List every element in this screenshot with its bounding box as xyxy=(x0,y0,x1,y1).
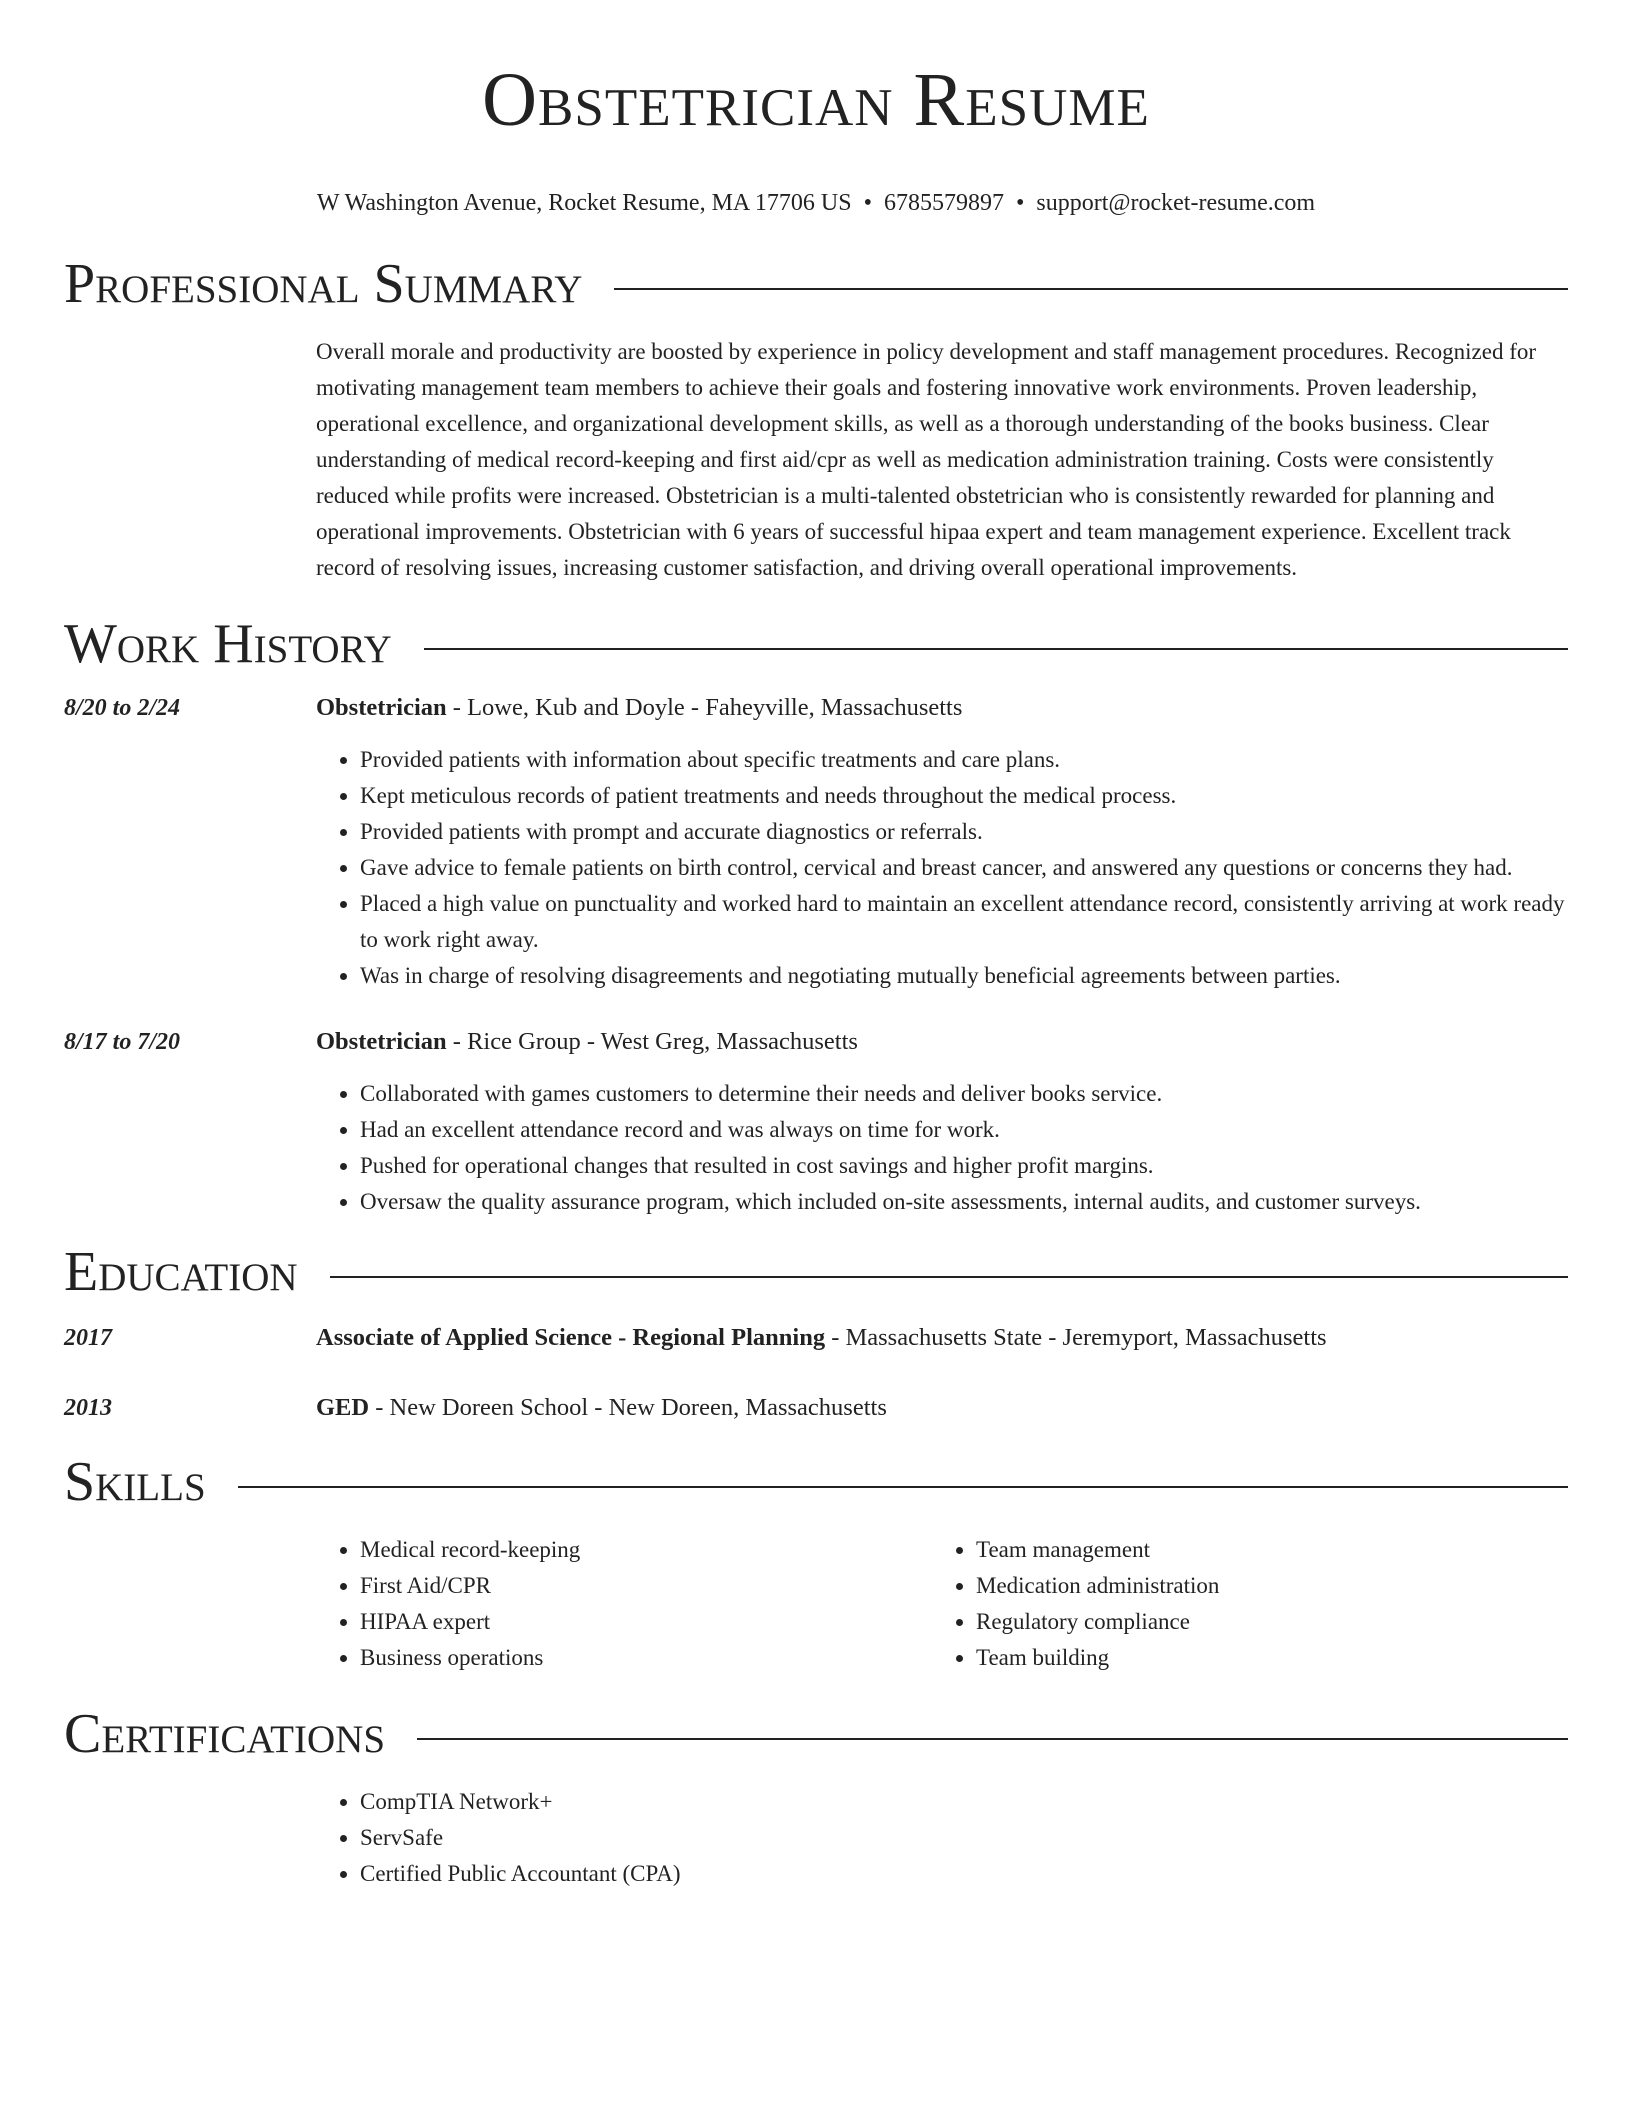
resume-title: Obstetrician Resume xyxy=(482,58,1150,142)
list-item: • Medication administration xyxy=(976,1568,1548,1604)
list-item: • Oversaw the quality assurance program, which included on-site assessments, internal audits, and customer surveys. xyxy=(360,1184,1568,1220)
education-section-header xyxy=(64,1240,1568,1303)
certifications-heading: Certifications xyxy=(64,1702,386,1765)
list-item: • First Aid/CPR xyxy=(360,1568,932,1604)
skills-heading: Skills xyxy=(64,1450,206,1513)
section-divider xyxy=(614,288,1568,290)
job-role: Obstetrician xyxy=(316,1027,447,1055)
education-entry xyxy=(64,1320,1568,1356)
certifications-list xyxy=(316,1784,1568,1892)
skills-column-left xyxy=(316,1532,932,1676)
section-divider xyxy=(330,1276,1568,1278)
list-item: • Placed a high value on punctuality and worked hard to maintain an excellent attendance record, consistently arriving at work ready to work right away. xyxy=(360,886,1568,958)
job-details: - Lowe, Kub and Doyle - Faheyville, Massachusetts xyxy=(446,693,963,721)
contact-separator: • xyxy=(863,189,872,216)
contact-line xyxy=(64,189,1568,218)
list-item: • Medical record-keeping xyxy=(360,1532,932,1568)
education-degree: GED xyxy=(316,1393,370,1421)
list-item: • Provided patients with information about specific treatments and care plans. xyxy=(360,742,1568,778)
list-item: • Business operations xyxy=(360,1640,932,1676)
education-year: 2017 xyxy=(64,1324,112,1351)
summary-text: Overall morale and productivity are boosted by experience in policy development and staff management procedures. Recognized for motivating management team members to achieve their goals and fostering innovative work environments. Proven leadership, operational excellence, and organizational development skills, as well as a thorough understanding of the books business. Clear understanding of medical record-keeping and first aid/cpr as well as medication administration training. Costs were consistently reduced while profits were increased. Obstetrician is a multi-talented obstetrician who is consistently rewarded for planning and operational improvements. Obstetrician with 6 years of successful hipaa expert and team management experience. Excellent track record of resolving issues, increasing customer satisfaction, and driving overall operational improvements. xyxy=(316,338,1537,580)
contact-address: W Washington Avenue, Rocket Resume, MA 17706 US xyxy=(316,189,852,216)
contact-email: support@rocket-resume.com xyxy=(1036,189,1316,216)
list-item: • Kept meticulous records of patient treatments and needs throughout the medical process. xyxy=(360,778,1568,814)
education-degree: Associate of Applied Science - Regional Planning xyxy=(316,1323,826,1351)
education-entry xyxy=(64,1390,1568,1426)
skills-column-right xyxy=(932,1532,1548,1676)
summary-section-header xyxy=(64,252,1568,315)
list-item: • Team management xyxy=(976,1532,1548,1568)
list-item: • Certified Public Accountant (CPA) xyxy=(360,1856,1568,1892)
list-item: • Had an excellent attendance record and was always on time for work. xyxy=(360,1112,1568,1148)
list-item: • Pushed for operational changes that resulted in cost savings and higher profit margins. xyxy=(360,1148,1568,1184)
job-title-line xyxy=(316,690,1568,726)
job-bullet-list xyxy=(316,1076,1568,1220)
job-bullet-list xyxy=(316,742,1568,994)
job-dates: 8/17 to 7/20 xyxy=(64,1028,181,1055)
list-item: • Regulatory compliance xyxy=(976,1604,1548,1640)
job-dates: 8/20 to 2/24 xyxy=(64,694,181,721)
resume-page xyxy=(64,0,1568,1892)
list-item: • Team building xyxy=(976,1640,1548,1676)
education-line xyxy=(316,1320,1568,1356)
job-title-line xyxy=(316,1024,1568,1060)
list-item: • Collaborated with games customers to determine their needs and deliver books service. xyxy=(360,1076,1568,1112)
list-item: • CompTIA Network+ xyxy=(360,1784,1568,1820)
list-item: • ServSafe xyxy=(360,1820,1568,1856)
education-year: 2013 xyxy=(64,1394,112,1421)
skills-list xyxy=(316,1532,1568,1676)
education-details: - New Doreen School - New Doreen, Massachusetts xyxy=(369,1393,887,1421)
certifications-section-header xyxy=(64,1702,1568,1765)
job-role: Obstetrician xyxy=(316,693,447,721)
job-details: - Rice Group - West Greg, Massachusetts xyxy=(446,1027,858,1055)
job-entry xyxy=(64,690,1568,994)
contact-separator: • xyxy=(1016,189,1025,216)
work-section-header xyxy=(64,612,1568,675)
list-item: • Provided patients with prompt and accurate diagnostics or referrals. xyxy=(360,814,1568,850)
list-item: • Gave advice to female patients on birth control, cervical and breast cancer, and answered any questions or concerns they had. xyxy=(360,850,1568,886)
section-divider xyxy=(424,648,1568,650)
section-divider xyxy=(417,1738,1568,1740)
education-line xyxy=(316,1390,1568,1426)
education-details: - Massachusetts State - Jeremyport, Massachusetts xyxy=(825,1323,1327,1351)
contact-phone: 6785579897 xyxy=(884,189,1004,216)
job-entry xyxy=(64,1024,1568,1220)
education-heading: Education xyxy=(64,1240,298,1303)
work-heading: Work History xyxy=(64,612,392,675)
summary-heading: Professional Summary xyxy=(64,252,583,315)
list-item: • HIPAA expert xyxy=(360,1604,932,1640)
skills-section-header xyxy=(64,1450,1568,1513)
section-divider xyxy=(238,1486,1568,1488)
list-item: • Was in charge of resolving disagreements and negotiating mutually beneficial agreements between parties. xyxy=(360,958,1568,994)
